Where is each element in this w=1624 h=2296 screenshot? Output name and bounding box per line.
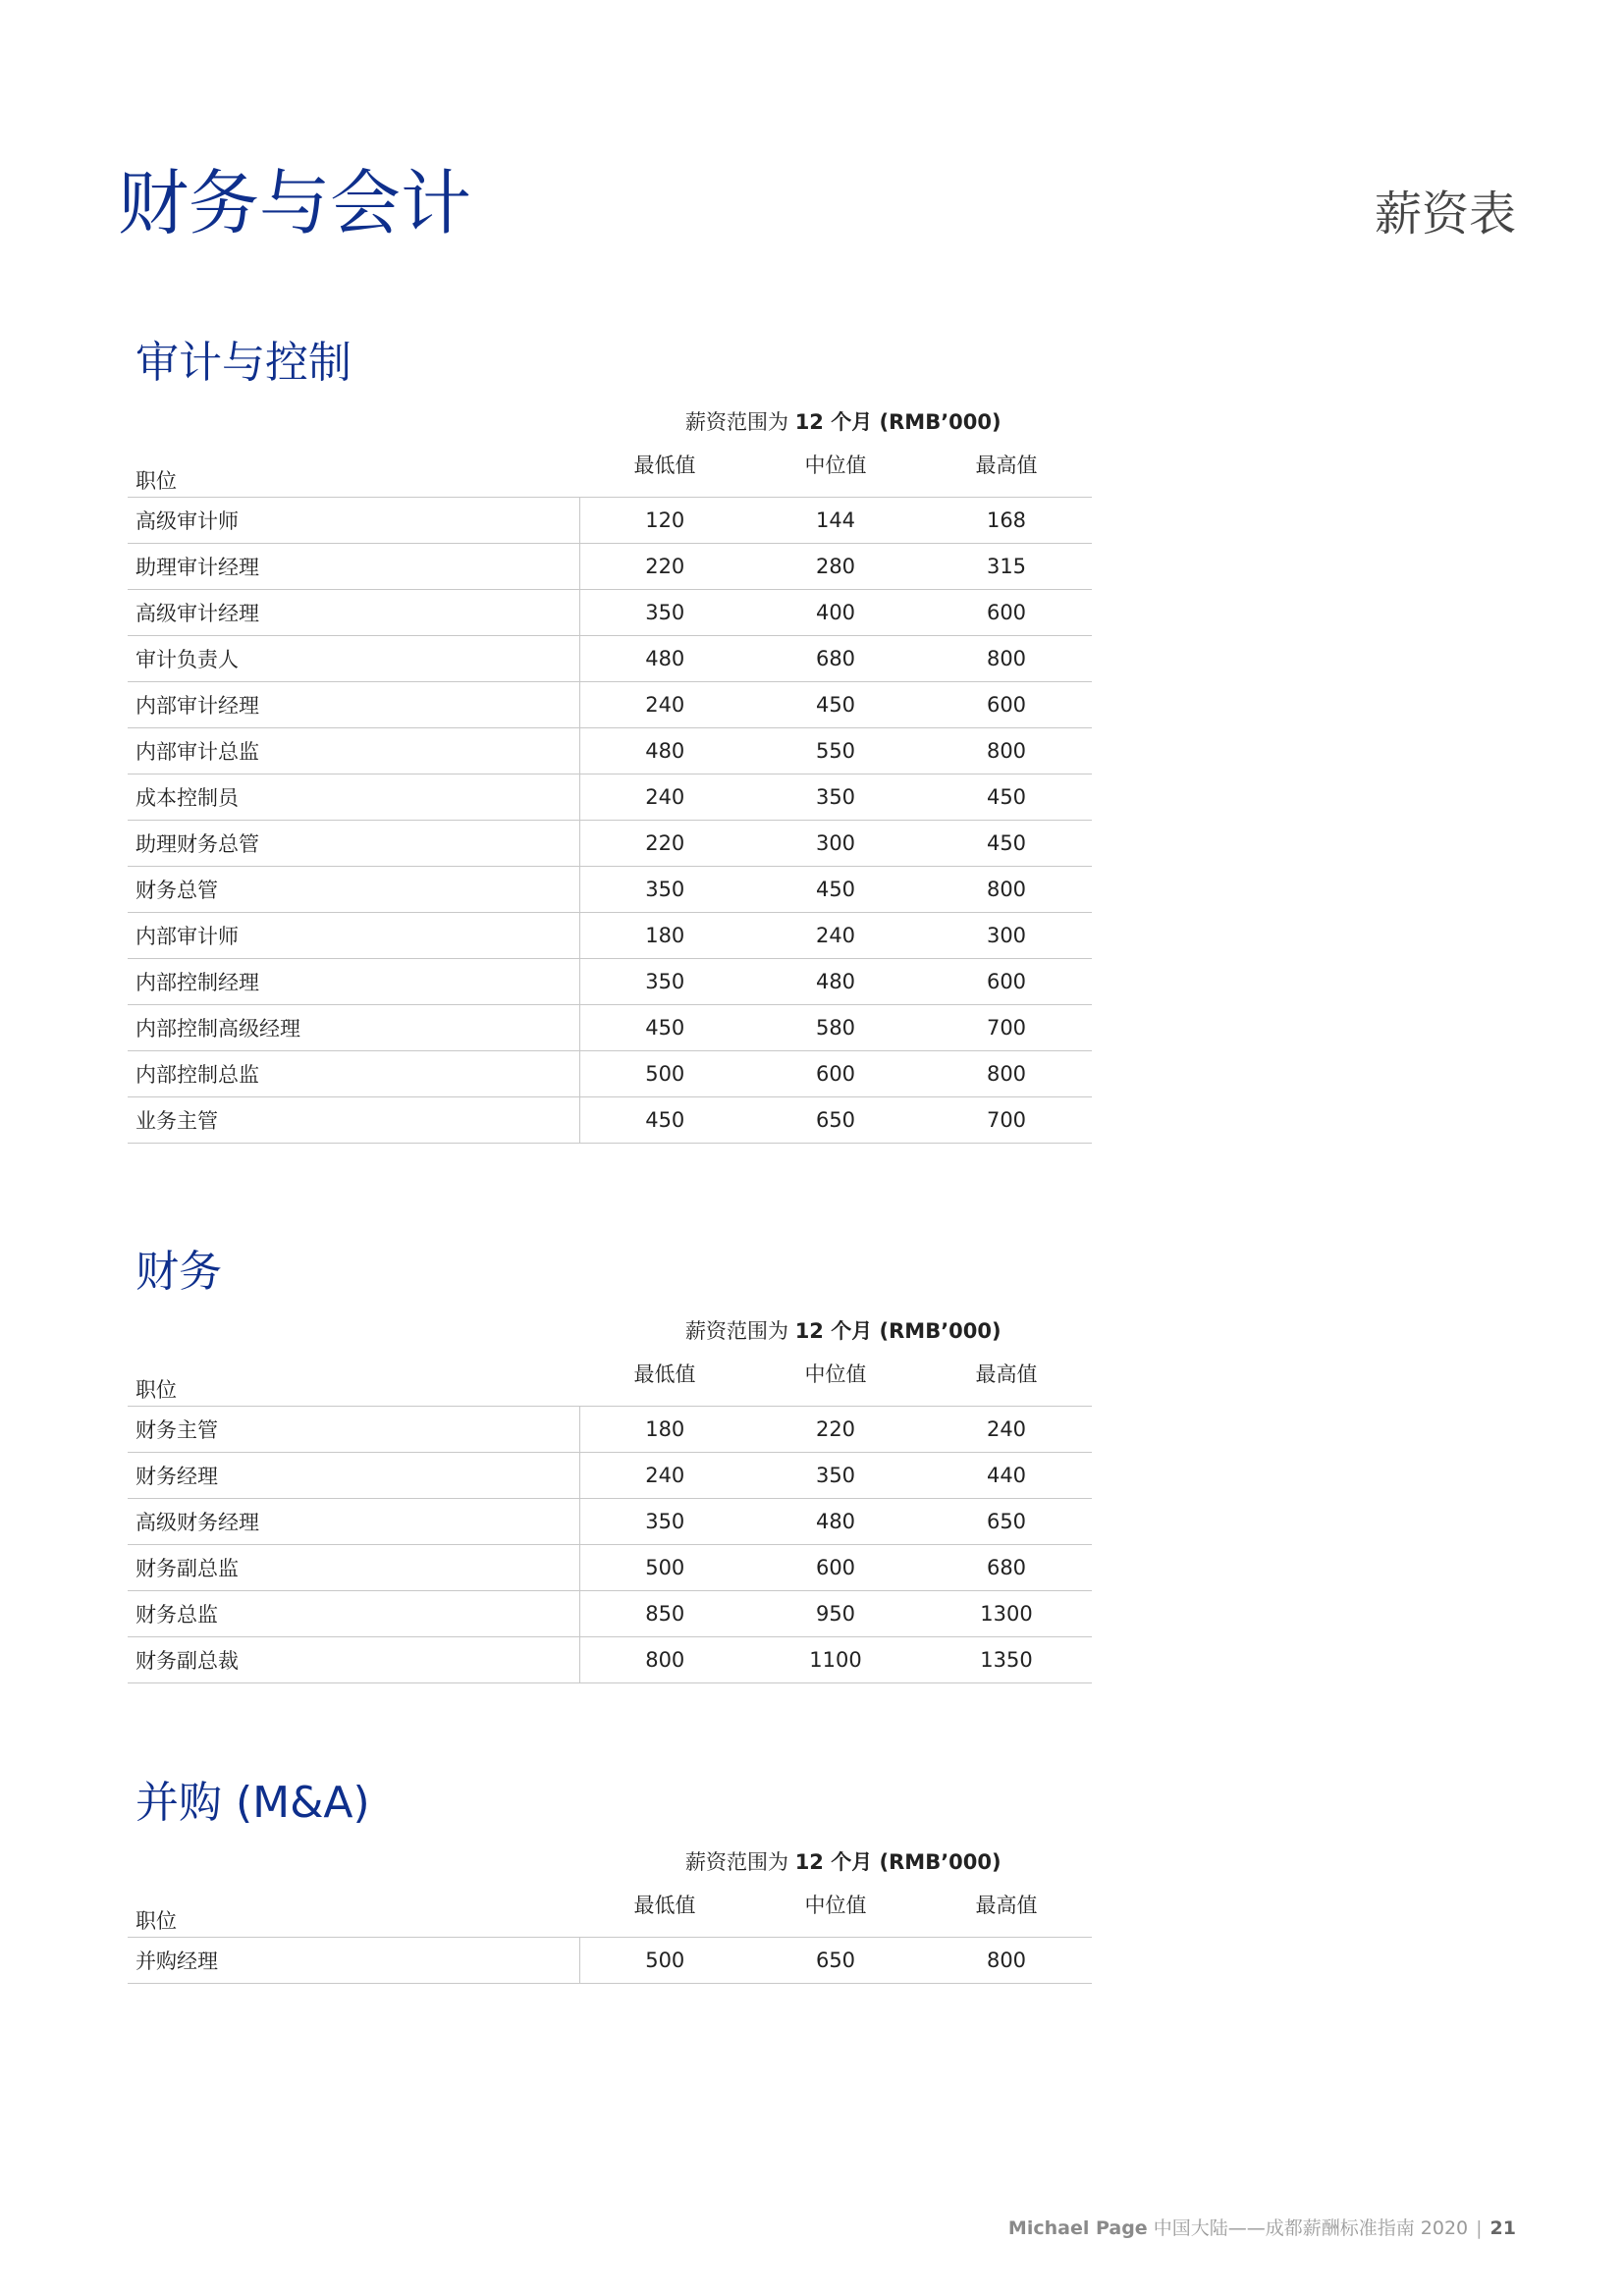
median-cell: 450: [750, 682, 921, 728]
max-cell: 800: [921, 867, 1092, 913]
section-title: 财务: [135, 1247, 222, 1297]
median-header: 中位值: [750, 1355, 921, 1407]
max-cell: 600: [921, 590, 1092, 636]
min-cell: 350: [579, 1499, 750, 1545]
max-cell: 600: [921, 682, 1092, 728]
table-header-row: [128, 446, 1092, 498]
position-cell: 审计负责人: [128, 636, 579, 682]
max-cell: 300: [921, 913, 1092, 959]
max-cell: 700: [921, 1005, 1092, 1051]
salary-table: [128, 1886, 1092, 1984]
median-cell: 480: [750, 959, 921, 1005]
min-cell: 240: [579, 1453, 750, 1499]
position-cell: 财务经理: [128, 1453, 579, 1499]
median-cell: 220: [750, 1407, 921, 1453]
table-row: [128, 1407, 1092, 1453]
position-cell: 助理财务总管: [128, 821, 579, 867]
table-row: [128, 1938, 1092, 1984]
min-cell: 120: [579, 498, 750, 544]
salary-range-caption: [128, 1839, 1001, 1886]
max-cell: 800: [921, 728, 1092, 774]
table-row: [128, 1591, 1092, 1637]
table-row: [128, 544, 1092, 590]
min-cell: 500: [579, 1051, 750, 1097]
range-prefix: 薪资范围为: [685, 410, 795, 434]
min-cell: 800: [579, 1637, 750, 1683]
table-row: [128, 821, 1092, 867]
median-cell: 300: [750, 821, 921, 867]
table-row: [128, 682, 1092, 728]
section-finance: [128, 1237, 1092, 1683]
page-title: 财务与会计: [118, 162, 472, 244]
footer-brand: Michael Page: [1007, 2217, 1148, 2239]
min-cell: 480: [579, 728, 750, 774]
position-cell: 内部控制总监: [128, 1051, 579, 1097]
max-cell: 240: [921, 1407, 1092, 1453]
median-cell: 680: [750, 636, 921, 682]
median-cell: 1100: [750, 1637, 921, 1683]
min-cell: 350: [579, 867, 750, 913]
median-cell: 950: [750, 1591, 921, 1637]
median-cell: 600: [750, 1051, 921, 1097]
position-cell: 高级审计经理: [128, 590, 579, 636]
footer-separator: |: [1476, 2217, 1483, 2239]
table-row: [128, 1051, 1092, 1097]
median-cell: 400: [750, 590, 921, 636]
min-header: 最低值: [579, 1355, 750, 1407]
max-cell: 600: [921, 959, 1092, 1005]
max-cell: 1300: [921, 1591, 1092, 1637]
median-cell: 650: [750, 1938, 921, 1984]
min-cell: 240: [579, 682, 750, 728]
table-row: [128, 1637, 1092, 1683]
position-cell: 财务总监: [128, 1591, 579, 1637]
position-cell: 财务副总裁: [128, 1637, 579, 1683]
position-cell: 内部审计总监: [128, 728, 579, 774]
table-row: [128, 774, 1092, 821]
max-cell: 168: [921, 498, 1092, 544]
max-cell: 800: [921, 1938, 1092, 1984]
median-cell: 600: [750, 1545, 921, 1591]
table-row: [128, 1005, 1092, 1051]
table-row: [128, 590, 1092, 636]
range-bold: 12 个月 (RMB’000): [794, 1319, 1001, 1343]
table-header-row: [128, 1355, 1092, 1407]
median-cell: 480: [750, 1499, 921, 1545]
min-cell: 180: [579, 1407, 750, 1453]
max-cell: 800: [921, 1051, 1092, 1097]
min-cell: 220: [579, 544, 750, 590]
min-cell: 240: [579, 774, 750, 821]
table-row: [128, 1499, 1092, 1545]
table-row: [128, 1453, 1092, 1499]
position-cell: 助理审计经理: [128, 544, 579, 590]
position-cell: 成本控制员: [128, 774, 579, 821]
max-cell: 650: [921, 1499, 1092, 1545]
section-title: 审计与控制: [135, 338, 352, 388]
median-cell: 144: [750, 498, 921, 544]
footer-text: 中国大陆——成都薪酬标准指南 2020: [1147, 2217, 1469, 2239]
median-cell: 240: [750, 913, 921, 959]
median-cell: 650: [750, 1097, 921, 1144]
median-cell: 550: [750, 728, 921, 774]
range-prefix: 薪资范围为: [685, 1319, 795, 1343]
section-title: 并购 (M&A): [135, 1778, 370, 1828]
page-subtitle: 薪资表: [1374, 187, 1516, 241]
section-audit-control: [128, 328, 1092, 1144]
median-header: 中位值: [750, 446, 921, 498]
min-cell: 850: [579, 1591, 750, 1637]
max-cell: 700: [921, 1097, 1092, 1144]
min-cell: 350: [579, 959, 750, 1005]
table-row: [128, 959, 1092, 1005]
position-cell: 财务副总监: [128, 1545, 579, 1591]
position-cell: 高级财务经理: [128, 1499, 579, 1545]
table-row: [128, 867, 1092, 913]
max-cell: 440: [921, 1453, 1092, 1499]
position-header: 职位: [128, 1355, 579, 1407]
page-number: 21: [1489, 2217, 1516, 2239]
position-header: 职位: [128, 1886, 579, 1938]
position-cell: 业务主管: [128, 1097, 579, 1144]
min-cell: 450: [579, 1097, 750, 1144]
position-cell: 内部控制高级经理: [128, 1005, 579, 1051]
page-footer: [1008, 2215, 1516, 2242]
median-cell: 450: [750, 867, 921, 913]
table-row: [128, 913, 1092, 959]
range-bold: 12 个月 (RMB’000): [794, 410, 1001, 434]
max-cell: 680: [921, 1545, 1092, 1591]
table-row: [128, 636, 1092, 682]
max-header: 最高值: [921, 446, 1092, 498]
min-cell: 220: [579, 821, 750, 867]
min-header: 最低值: [579, 1886, 750, 1938]
salary-table: [128, 446, 1092, 1144]
range-bold: 12 个月 (RMB’000): [794, 1850, 1001, 1874]
median-cell: 280: [750, 544, 921, 590]
max-cell: 800: [921, 636, 1092, 682]
salary-range-caption: [128, 399, 1001, 446]
max-cell: 315: [921, 544, 1092, 590]
median-cell: 350: [750, 774, 921, 821]
min-cell: 500: [579, 1545, 750, 1591]
salary-range-caption: [128, 1308, 1001, 1355]
max-header: 最高值: [921, 1355, 1092, 1407]
position-cell: 内部审计经理: [128, 682, 579, 728]
position-cell: 内部控制经理: [128, 959, 579, 1005]
salary-table: [128, 1355, 1092, 1683]
min-cell: 480: [579, 636, 750, 682]
position-header: 职位: [128, 446, 579, 498]
median-header: 中位值: [750, 1886, 921, 1938]
max-header: 最高值: [921, 1886, 1092, 1938]
table-row: [128, 498, 1092, 544]
median-cell: 580: [750, 1005, 921, 1051]
range-prefix: 薪资范围为: [685, 1850, 795, 1874]
min-cell: 180: [579, 913, 750, 959]
min-header: 最低值: [579, 446, 750, 498]
table-row: [128, 1097, 1092, 1144]
min-cell: 450: [579, 1005, 750, 1051]
table-row: [128, 728, 1092, 774]
table-row: [128, 1545, 1092, 1591]
position-cell: 高级审计师: [128, 498, 579, 544]
position-cell: 财务主管: [128, 1407, 579, 1453]
max-cell: 1350: [921, 1637, 1092, 1683]
min-cell: 350: [579, 590, 750, 636]
position-cell: 财务总管: [128, 867, 579, 913]
section-mna: [128, 1768, 1092, 1984]
median-cell: 350: [750, 1453, 921, 1499]
position-cell: 并购经理: [128, 1938, 579, 1984]
min-cell: 500: [579, 1938, 750, 1984]
position-cell: 内部审计师: [128, 913, 579, 959]
table-header-row: [128, 1886, 1092, 1938]
max-cell: 450: [921, 774, 1092, 821]
max-cell: 450: [921, 821, 1092, 867]
